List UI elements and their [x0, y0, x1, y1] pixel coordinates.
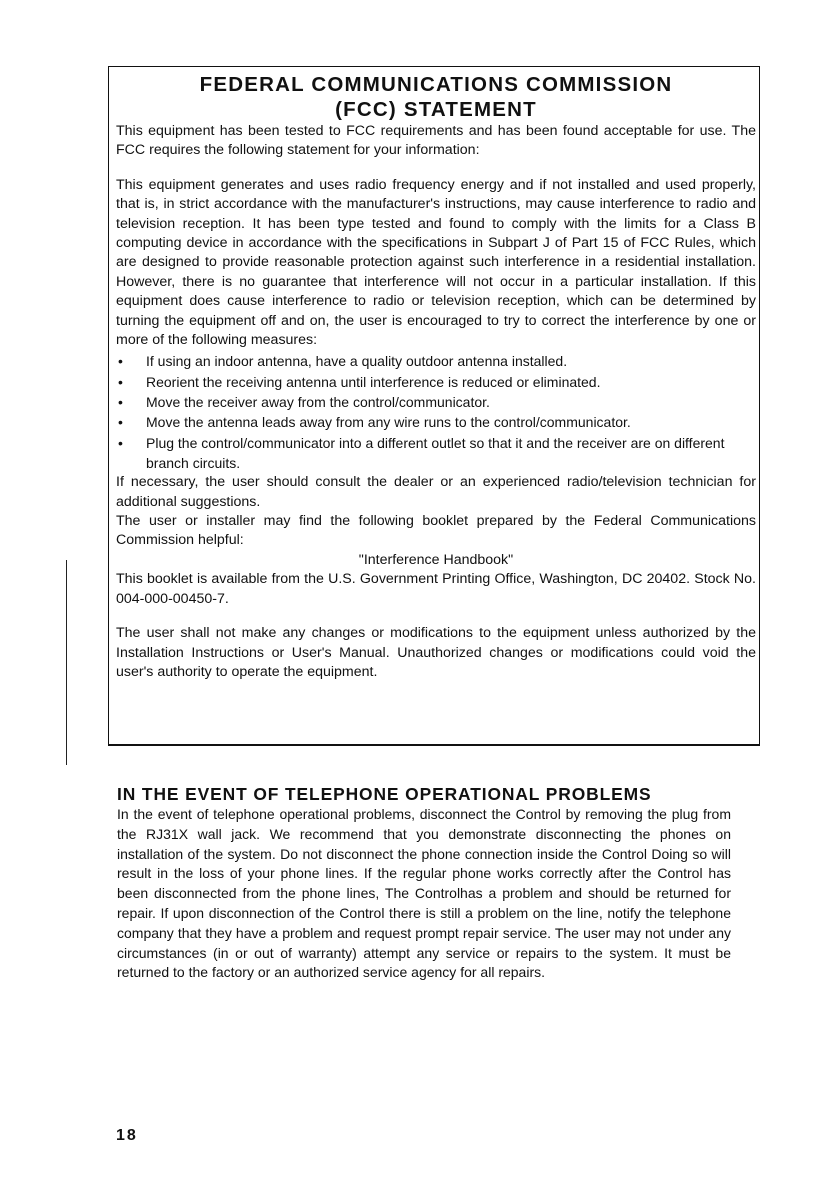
fcc-title-line2: (FCC) STATEMENT [335, 98, 537, 121]
booklet-source-paragraph: This booklet is available from the U.S. Government Printing Office, Washington, DC 20402. Stock No. 004-000-00450-7. [116, 571, 756, 607]
booklet-intro-paragraph: The user or installer may find the following booklet prepared by the Federal Communications Commission helpful: [116, 513, 756, 549]
modification-warning-paragraph: The user shall not make any changes or modifications to the equipment unless authorized by the Installation Instructions or User's Manual. Unauthorized changes or modifications could void the user's authority to operate the equipment. [116, 625, 756, 680]
fcc-main-paragraph: This equipment generates and uses radio frequency energy and if not installed and used properly, that is, in strict accordance with the manufacturer's instructions, may cause interference to radio and television reception. It has been type tested and found to comply with the limits for a Class B computing device in accordance with the specifications in Subpart J of Part 15 of FCC Rules, which are designed to provide reasonable protection against such interference in a residential installation. However, there is no guarantee that interference will not occur in a particular installation. If this equipment does cause interference to radio or television reception, which can be determined by turning the equipment off and on, the user is encouraged to try to correct the interference by one or more of the following measures: [116, 176, 756, 349]
fcc-statement-box [108, 66, 760, 746]
bullet-icon: • [118, 434, 123, 451]
fcc-title [116, 72, 756, 122]
booklet-title: "Interference Handbook" [358, 551, 514, 568]
list-item: • Reorient the receiving antenna until interference is reduced or eliminated. [116, 372, 756, 392]
fcc-intro-paragraph: This equipment has been tested to FCC requirements and has been found acceptable for use. The FCC requires the following statement for your information: [116, 123, 756, 159]
telephone-problems-heading: IN THE EVENT OF TELEPHONE OPERATIONAL PROBLEMS [117, 784, 652, 804]
list-item: • Move the receiver away from the control/communicator. [116, 392, 756, 412]
bullet-icon: • [118, 394, 123, 411]
list-item: • If using an indoor antenna, have a quality outdoor antenna installed. [116, 351, 756, 371]
page-number: 18 [116, 1127, 138, 1144]
technician-paragraph: If necessary, the user should consult the dealer or an experienced radio/television technician for additional suggestions. [116, 474, 756, 510]
list-item: • Plug the control/communicator into a different outlet so that it and the receiver are on different branch circuits. [118, 434, 725, 471]
interference-measures-list [116, 351, 756, 473]
bullet-icon: • [118, 414, 123, 431]
bullet-icon: • [118, 353, 123, 370]
bullet-icon: • [118, 373, 123, 390]
telephone-problems-paragraph: In the event of telephone operational problems, disconnect the Control by removing the plug from the RJ31X wall jack. We recommend that you demonstrate disconnecting the phones on installation of the system. Do not disconnect the phone connection inside the Control Doing so will result in the loss of your phone lines. If the regular phone works correctly after the Control has been disconnected from the phone lines, The Controlhas a problem and should be returned for repair. If upon disconnection of the Control there is still a problem on the line, notify the telephone company that they have a problem and request prompt repair service. The user may not under any circumstances (in or out of warranty) attempt any service or repairs to the system. It must be returned to the factory or an authorized service agency for all repairs. [117, 806, 731, 981]
margin-rule [66, 560, 67, 765]
list-item: • Move the antenna leads away from any wire runs to the control/communicator. [116, 412, 756, 432]
fcc-title-line1: FEDERAL COMMUNICATIONS COMMISSION [199, 73, 673, 96]
